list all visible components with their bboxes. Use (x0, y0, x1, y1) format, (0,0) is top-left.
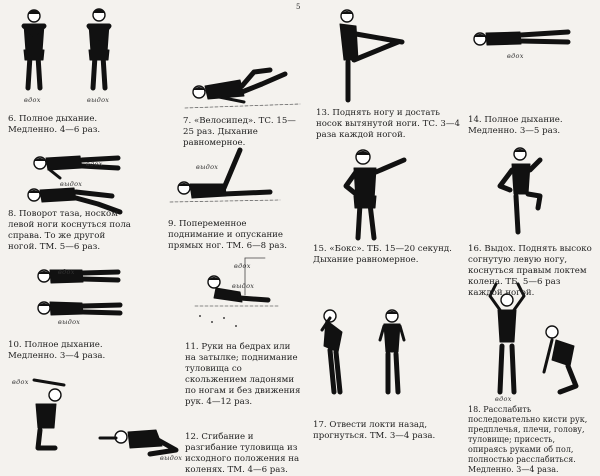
figure-ex18-a (490, 284, 524, 392)
caption-number: 18. (468, 405, 481, 414)
caption-ex17 (313, 420, 463, 442)
figure-ex10-a (38, 270, 118, 283)
figure-ex9 (170, 150, 280, 202)
label-ex8-inhale: вдох (86, 160, 103, 168)
caption-text: Поворот таза, носком левой ноги коснуться пола справа. То же другой ногой. ТМ. 5—6 раз. (8, 209, 131, 252)
caption-text: Полное дыхание. Медленно. 3—4 раза. (8, 340, 106, 361)
caption-text: Выдох. Поднять высоко согнутую левую ногу, коснуться правым локтем колена. ТБ. 5—6 раз каждой ногой. (468, 244, 592, 298)
caption-text: Поднять ногу и достать носок вытянутой ноги. ТС. 3—4 раза каждой ногой. (316, 108, 460, 140)
figure-ex12-a (34, 380, 64, 448)
caption-text: «Велосипед». ТС. 15—25 раз. Дыхание равномерное. (183, 116, 296, 148)
label-ex12-exhale: выдох (160, 454, 183, 462)
caption-text: Расслабить последовательно кисти рук, предплечья, плечи, голову, туловище; присесть, опираясь руками об пол, полностью расслабиться. Медленно. 3—4 раза. (468, 405, 588, 474)
figure-ex17-a (322, 310, 342, 392)
caption-ex12 (185, 432, 303, 476)
caption-number: 12. (185, 432, 199, 442)
label-ex12-inhale: вдох (12, 378, 29, 386)
figure-ex14 (474, 32, 568, 45)
caption-ex13 (316, 108, 466, 141)
label-ex11-inhale: вдох (234, 262, 251, 270)
caption-ex10 (8, 340, 136, 362)
figure-ex8-a (34, 156, 118, 178)
caption-text: Руки на бедрах или на затылке; поднимание туловища со скольжением ладонями по ногам и без движения рук. 4—12 раз. (185, 342, 301, 407)
figure-ex7 (185, 70, 300, 108)
label-ex11-exhale: выдох (232, 282, 255, 290)
caption-text: Попеременное поднимание и опускание прямых ног. ТМ. 6—8 раз. (168, 219, 287, 251)
caption-number: 14. (468, 115, 482, 125)
caption-ex9 (168, 219, 302, 252)
caption-text: Полное дыхание. Медленно. 3—5 раз. (468, 115, 563, 136)
label-ex8-exhale: выдох (60, 180, 83, 188)
label-ex10-exhale: выдох (58, 318, 81, 326)
label-ex6-exhale: выдох (87, 96, 110, 104)
figure-ex6-inhale (24, 10, 44, 88)
caption-number: 17. (313, 420, 327, 430)
caption-number: 11. (185, 342, 199, 352)
caption-number: 15. (313, 244, 327, 254)
caption-text: «Бокс». ТБ. 15—20 секунд. Дыхание равномерное. (313, 244, 452, 265)
label-ex9-exhale: выдох (196, 163, 219, 171)
label-ex18-inhale: вдох (495, 395, 512, 403)
label-ex6-inhale: вдох (24, 96, 41, 104)
figure-ex6-exhale (89, 9, 109, 88)
caption-number: 8. (8, 209, 17, 219)
caption-number: 6. (8, 114, 17, 124)
caption-text: Отвести локти назад, прогнуться. ТМ. 3—4 раза. (313, 420, 436, 441)
caption-ex14 (468, 115, 592, 137)
label-ex10-inhale: вдох (58, 268, 75, 276)
caption-ex18 (468, 405, 596, 475)
label-ex14-inhale: вдох (507, 52, 524, 60)
caption-ex8 (8, 209, 134, 253)
page-number: 5 (296, 3, 301, 11)
figure-ex17-b (380, 310, 404, 392)
caption-number: 13. (316, 108, 330, 118)
caption-number: 16. (468, 244, 482, 254)
figure-ex10-b (38, 302, 120, 315)
caption-number: 7. (183, 116, 192, 126)
caption-text: Сгибание и разгибание туловища из исходного положения на коленях. ТМ. 4—6 раз. (185, 432, 300, 475)
caption-ex11 (185, 342, 303, 408)
caption-number: 10. (8, 340, 22, 350)
figure-ex15 (346, 150, 404, 238)
figure-ex16 (500, 148, 540, 232)
caption-ex6 (8, 114, 134, 136)
figure-ex13 (340, 10, 402, 100)
caption-text: Полное дыхание. Медленно. 4—6 раз. (8, 114, 101, 135)
caption-ex7 (183, 116, 301, 149)
figure-ex18-b (544, 326, 576, 392)
figure-ex12-b (100, 430, 176, 454)
caption-number: 9. (168, 219, 177, 229)
caption-ex16 (468, 244, 594, 299)
caption-ex15 (313, 244, 463, 266)
